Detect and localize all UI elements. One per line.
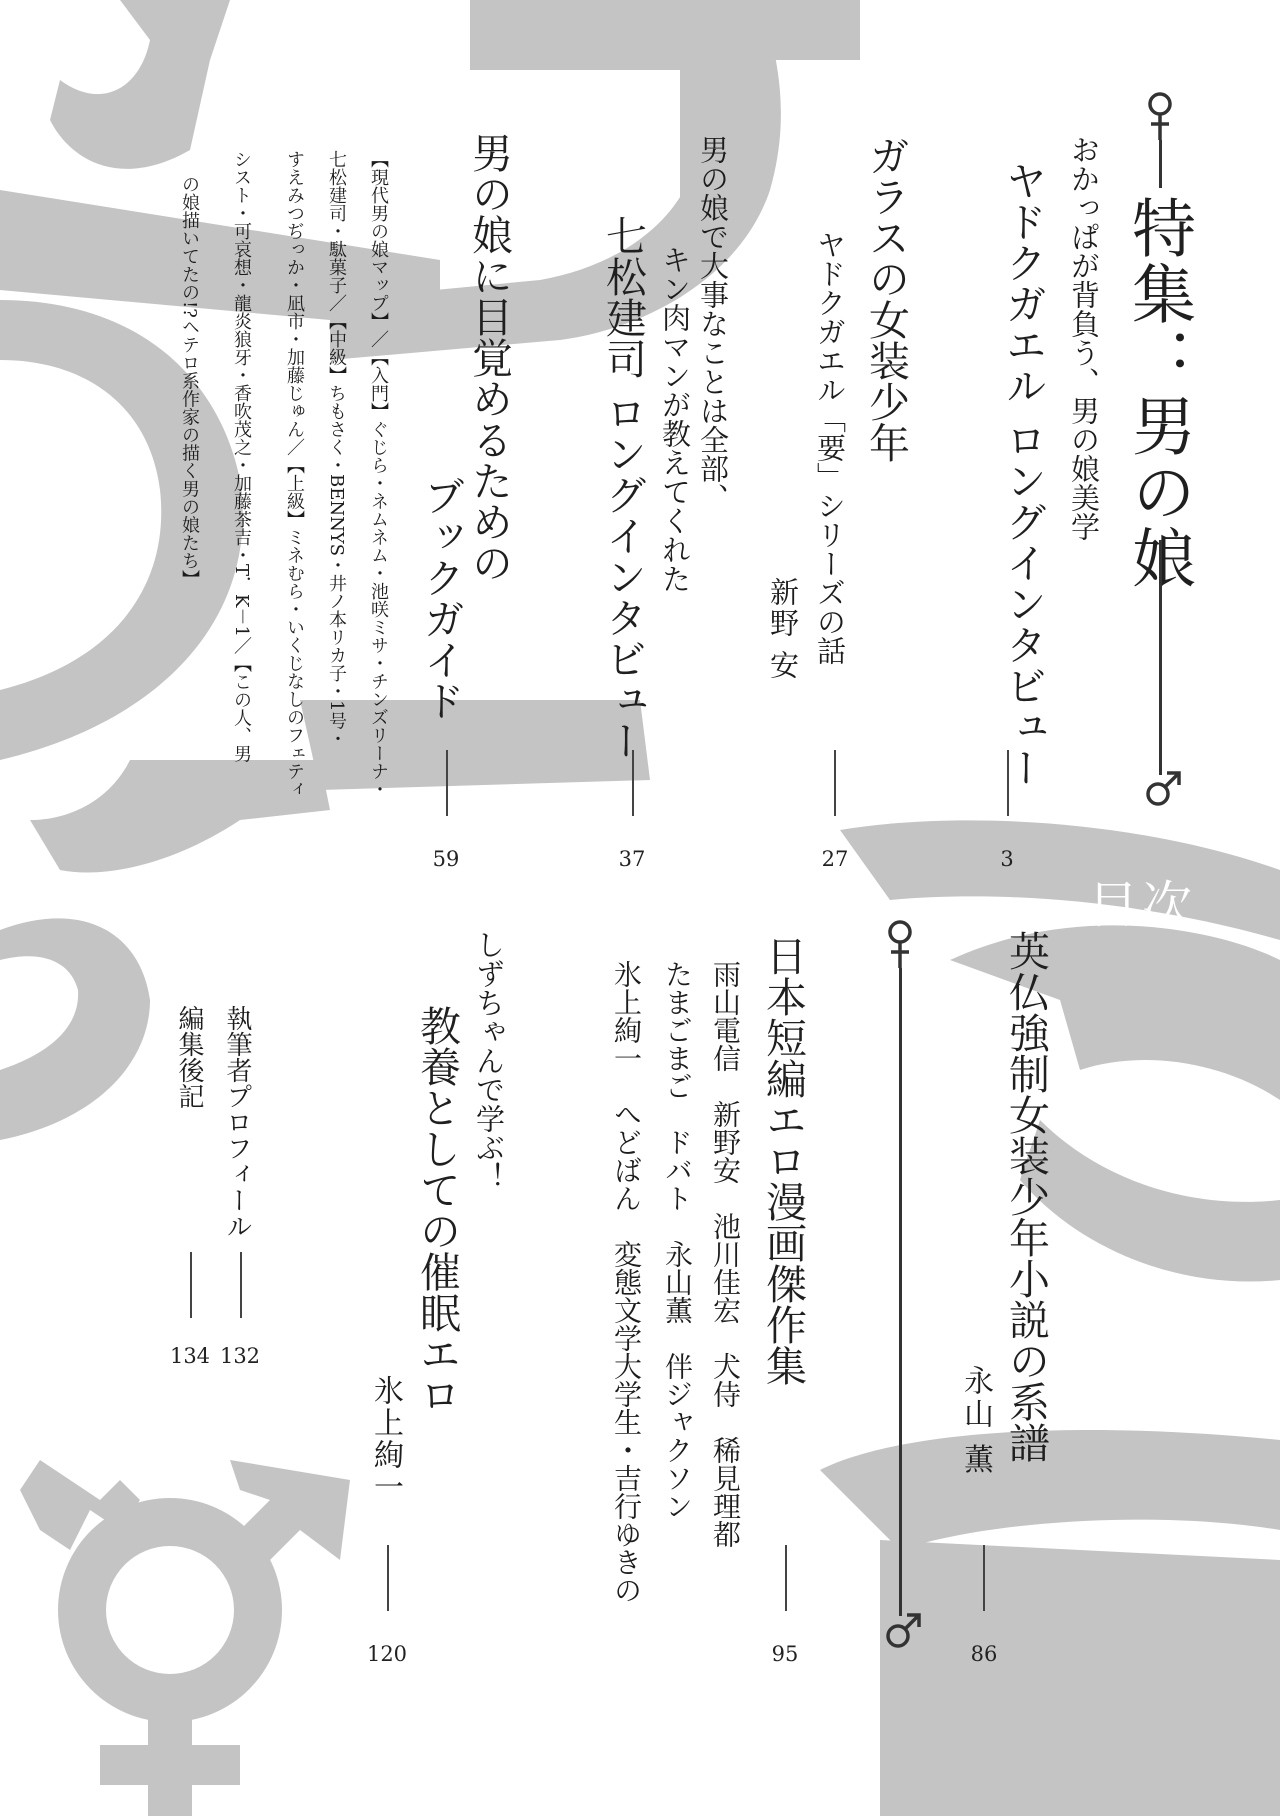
article-3-subtitle-2: キン肉マンが教えてくれた (658, 245, 692, 593)
profile-page: 132 (219, 1344, 261, 1368)
afterword-page: 134 (169, 1344, 211, 1368)
bookguide-line-3: すえみつぢっか・凪市・加藤じゅん／【上級】ミネむら・いくじなしのフェティ (284, 150, 305, 798)
hypno-author: 氷上絢一 (368, 1375, 403, 1503)
bookguide-line-4: シスト・可哀想・龍炎狼牙・香吹茂之・加藤茶吉・T．K－1／【この人、男 (231, 150, 252, 763)
manga-authors-line-2: たまごまご ドバト 永山薫 伴ジャクソン (661, 960, 694, 1520)
hypno-title: 教養としての催眠エロ (413, 1005, 461, 1415)
afterword-title: 編集後記 (174, 1005, 204, 1109)
article-3-leader (632, 750, 634, 816)
article-2-page: 27 (821, 847, 849, 871)
feature-bracket-bottom (1159, 540, 1162, 775)
article-2-author: 新野 安 (766, 577, 800, 682)
article-3-subtitle: 男の娘で大事なことは全部、 (696, 135, 730, 512)
article-2-subtitle: ヤドクガエル「要」シリーズの話 (813, 230, 847, 665)
article-4-page: 59 (432, 847, 460, 871)
bookguide-line-1: 【現代男の娘マップ】／【入門】ぐじら・ネムネム・池咲ミサ・チンズリーナ・ (368, 150, 389, 798)
article-1-subtitle: おかっぱが背負う、男の娘美学 (1067, 135, 1101, 541)
novel-leader (983, 1545, 985, 1611)
article-3-title: 七松建司 ロングインタビュー (599, 215, 647, 762)
article-4-leader (446, 750, 448, 816)
bookguide-line-2: 七松建司・駄菓子／【中級】ちもさく・BENNYS・井ノ本リカ子・1号・ (326, 150, 347, 748)
hypno-leader (387, 1545, 389, 1611)
contents-label: 目次 (1088, 876, 1196, 934)
article-2-leader (834, 750, 836, 816)
hypno-page: 120 (366, 1642, 408, 1666)
female-symbol-icon (1143, 90, 1177, 140)
female-symbol-icon (883, 918, 917, 968)
article-3-page: 37 (618, 847, 646, 871)
manga-authors-line-1: 雨山電信 新野安 池川佳宏 犬侍 稀見理都 (709, 960, 742, 1548)
male-symbol-icon (1143, 770, 1183, 810)
hypno-subtitle: しずちゃんで学ぶ！ (472, 930, 506, 1191)
afterword-leader (190, 1252, 192, 1318)
article-1-page: 3 (1000, 847, 1014, 871)
bookguide-line-5: の娘描いてたの!?ヘテロ系作家の描く男の娘たち】 (179, 175, 200, 588)
novel-author: 永山 薫 (958, 1365, 993, 1477)
article-4-title: 男の娘に目覚めるための (465, 132, 513, 583)
article-4-title-2: ブックガイド (417, 475, 465, 721)
manga-page: 95 (771, 1642, 799, 1666)
novel-page: 86 (970, 1642, 998, 1666)
article-1-title: ヤドクガエル ロングインタビュー (999, 160, 1047, 789)
manga-title: 日本短編エロ漫画傑作集 (759, 935, 807, 1386)
feature-heading: 特集：男の娘 (1121, 195, 1195, 591)
novel-title: 英仏強制女装少年小説の系譜 (1002, 930, 1050, 1463)
feature-bracket-top (1159, 140, 1162, 188)
profile-leader (240, 1252, 242, 1318)
manga-bracket-line (899, 968, 902, 1616)
profile-title: 執筆者プロフィール (222, 1005, 252, 1239)
article-1-leader (1007, 750, 1009, 816)
manga-leader (785, 1545, 787, 1611)
manga-authors-line-3: 氷上絢一 へどばん 変態文学大学生・吉行ゆきの (610, 960, 643, 1604)
male-symbol-icon (883, 1612, 923, 1652)
article-2-title: ガラスの女装少年 (862, 135, 910, 463)
